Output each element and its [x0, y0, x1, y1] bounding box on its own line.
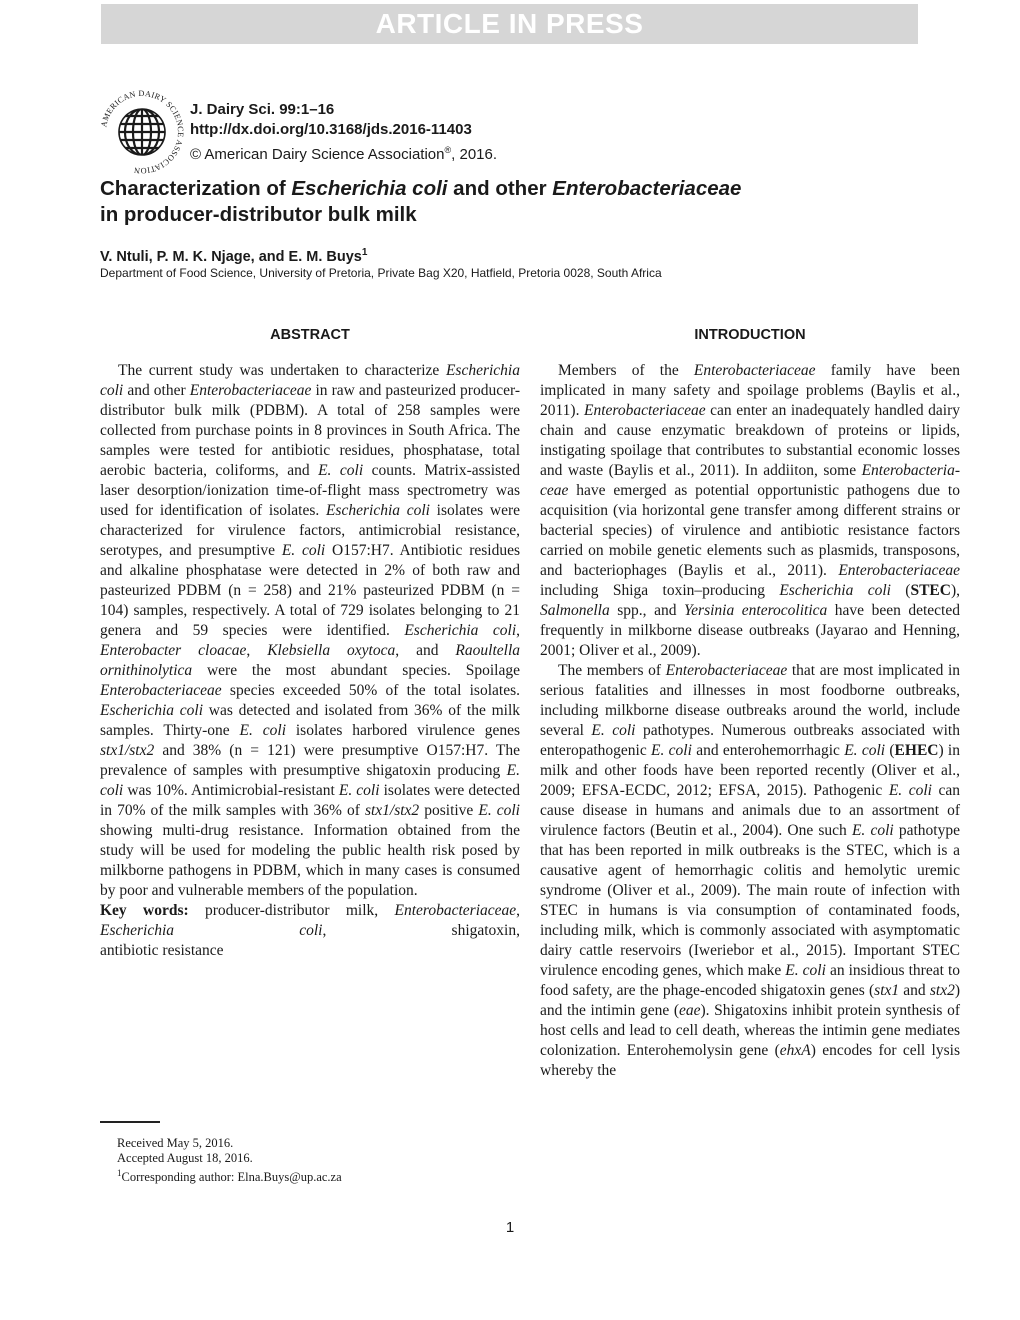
- introduction-heading: INTRODUCTION: [694, 327, 806, 343]
- registered-mark: ®: [444, 145, 452, 155]
- adsa-logo: [98, 88, 186, 176]
- copyright-text: © American Dairy Science Association: [190, 146, 445, 163]
- copyright: [190, 140, 497, 165]
- author-list: [100, 247, 367, 265]
- title-text: and other: [447, 177, 553, 200]
- footnote-rule: [100, 1121, 160, 1123]
- abstract-column: [100, 361, 520, 961]
- article-title: [100, 176, 920, 228]
- doi-link[interactable]: http://dx.doi.org/10.3168/jds.2016-11403: [190, 121, 472, 138]
- corr-footnote-mark: 1: [117, 1168, 122, 1178]
- keywords-continued: antibiotic resistance: [100, 942, 224, 959]
- affiliation: Department of Food Science, University of Pretoria, Private Bag X20, Hatfield, Pretoria 0028, South Africa: [100, 266, 662, 280]
- introduction-column: [540, 361, 960, 1081]
- title-italic: Enterobacteriaceae: [552, 177, 742, 200]
- received-date: Received May 5, 2016.: [117, 1136, 234, 1150]
- author-footnote-mark: 1: [361, 247, 368, 258]
- footnotes: [117, 1136, 342, 1185]
- journal-citation: J. Dairy Sci. 99:1–16: [190, 101, 335, 118]
- author-names: V. Ntuli, P. M. K. Njage, and E. M. Buys: [100, 248, 362, 265]
- title-text: Characterization of: [100, 177, 292, 200]
- intro-paragraph-2: The members of Enterobacteriaceae that are most implicated in serious fatalities and illnesses in most foodborne outbreaks, including milkborne disease outbreaks around the world, include several E. coli pathotypes. Numerous outbreaks associated with enteropathogenic E. coli and enterohemorrhagic E. coli (EHEC) in milk and other foods have been reported recently (Oliver et al., 2009; EFSA-ECDC, 2012; EFSA, 2015). Pathogenic E. coli can cause disease in humans and animals due to an assortment of virulence factors (Beutin et al., 2004). One such E. coli pathotype that has been reported in milk outbreaks is the STEC, which is a causative agent of hemorrhagic colitis and hemolytic uremic syndrome (Oliver et al., 2009). The main route of infection with STEC in humans is via consumption of contaminated foods, including milk, which is commonly associated with asymptomatic dairy cattle reservoirs (Iweriebor et al., 2015). Important STEC virulence encoding genes, which make E. coli an insidious threat to food safety, are the phage-encoded shigatoxin genes (stx1 and stx2) and the intimin gene (eae). Shigatoxins inhibit protein synthesis of host cells and lead to cell death, whereas the intimin gene mediates colonization. Enterohemolysin gene (ehxA) encodes for cell lysis whereby the: [540, 662, 961, 1079]
- title-text: in producer-distributor bulk milk: [100, 203, 417, 226]
- abstract-paragraph: The current study was undertaken to characterize Escherichia coli and other Enterobacteriaceae in raw and pasteurized producer-distributor bulk milk (PDBM). A total of 258 samples were collected from purchase points in 8 provinces in South Africa. The samples were tested for antibiotic residues, phosphatase, total aerobic bacteria, coliforms, and E. coli counts. Matrix-assisted laser desorption/ionization time-of-flight mass spectrometry was used for identification of isolates. Escherichia coli isolates were characterized for virulence factors, antimicrobial resistance, serotypes, and presumptive E. coli O157:H7. Antibiotic residues and alkaline phosphatase were detected in 2% of both raw and pasteurized PDBM (n = 258) and 21% pasteurized PDBM (n = 104) samples, respectively. A total of 729 isolates belonging to 21 genera and 59 species were identified. Escherichia coli, Enterobacter cloacae, Klebsiella oxytoca, and Raoultella ornithinolytica were the most abundant species. Spoilage Enterobacteriaceae species exceeded 50% of the total isolates. Escherichia coli was detected and isolated from 36% of the milk samples. Thirty-one E. coli isolates harbored virulence genes stx1/stx2 and 38% (n = 121) were presumptive O157:H7. The prevalence of samples with presumptive shigatoxin producing E. coli was 10%. Antimicrobial-resistant E. coli isolates were detected in 70% of the milk samples with 36% of stx1/stx2 positive E. coli showing multi-drug resistance. Information obtained from the study will be used for modeling the public health risk posed by milkborne pathogens in PDBM, which in many cases is consumed by poor and vulnerable members of the population.: [100, 362, 521, 899]
- page-number: 1: [505, 1219, 515, 1236]
- title-italic: Escherichia coli: [291, 177, 448, 200]
- article-in-press-banner: ARTICLE IN PRESS: [101, 4, 918, 44]
- accepted-date: Accepted August 18, 2016.: [117, 1151, 253, 1165]
- intro-paragraph-1: Members of the Enterobacteriaceae family have been implicated in many safety and spoilage problems (Baylis et al., 2011). Enterobacteriaceae can enter an inadequately handled dairy chain and cause enzymatic breakdown of proteins or lipids, instigating spoilage that contributes to substantial economic losses and waste (Baylis et al., 2011). In addiiton, some Enterobacteriaceae have emerged as potential opportunistic pathogens due to acquisition (via horizontal gene transfer among different strains or bacterial species) of virulence and antibiotic resistance factors carried on mobile genetic elements such as plasmids, transposons, and bacteriophages (Baylis et al., 2011). Enterobacteriaceae including Shiga toxin–producing Escherichia coli (STEC), Salmonella spp., and Yersinia enterocolitica have been detected frequently in milkborne disease outbreaks (Jayarao and Henning, 2001; Oliver et al., 2009).: [540, 362, 960, 659]
- corr-text: Corresponding author: Elna.Buys@up.ac.za: [121, 1170, 342, 1185]
- corresponding-author: [117, 1166, 342, 1185]
- keywords-label: Key words:: [100, 902, 189, 919]
- copyright-year: , 2016.: [451, 146, 498, 163]
- keywords: Key words: producer-distributor milk, Enterobacteriaceae, Escherichia coli, shigatoxin,: [100, 902, 521, 939]
- journal-info: [190, 100, 497, 165]
- abstract-heading: ABSTRACT: [270, 327, 350, 343]
- logo-ring-text: AMERICAN DAIRY SCIENCE ASSOCIATION: [99, 88, 186, 176]
